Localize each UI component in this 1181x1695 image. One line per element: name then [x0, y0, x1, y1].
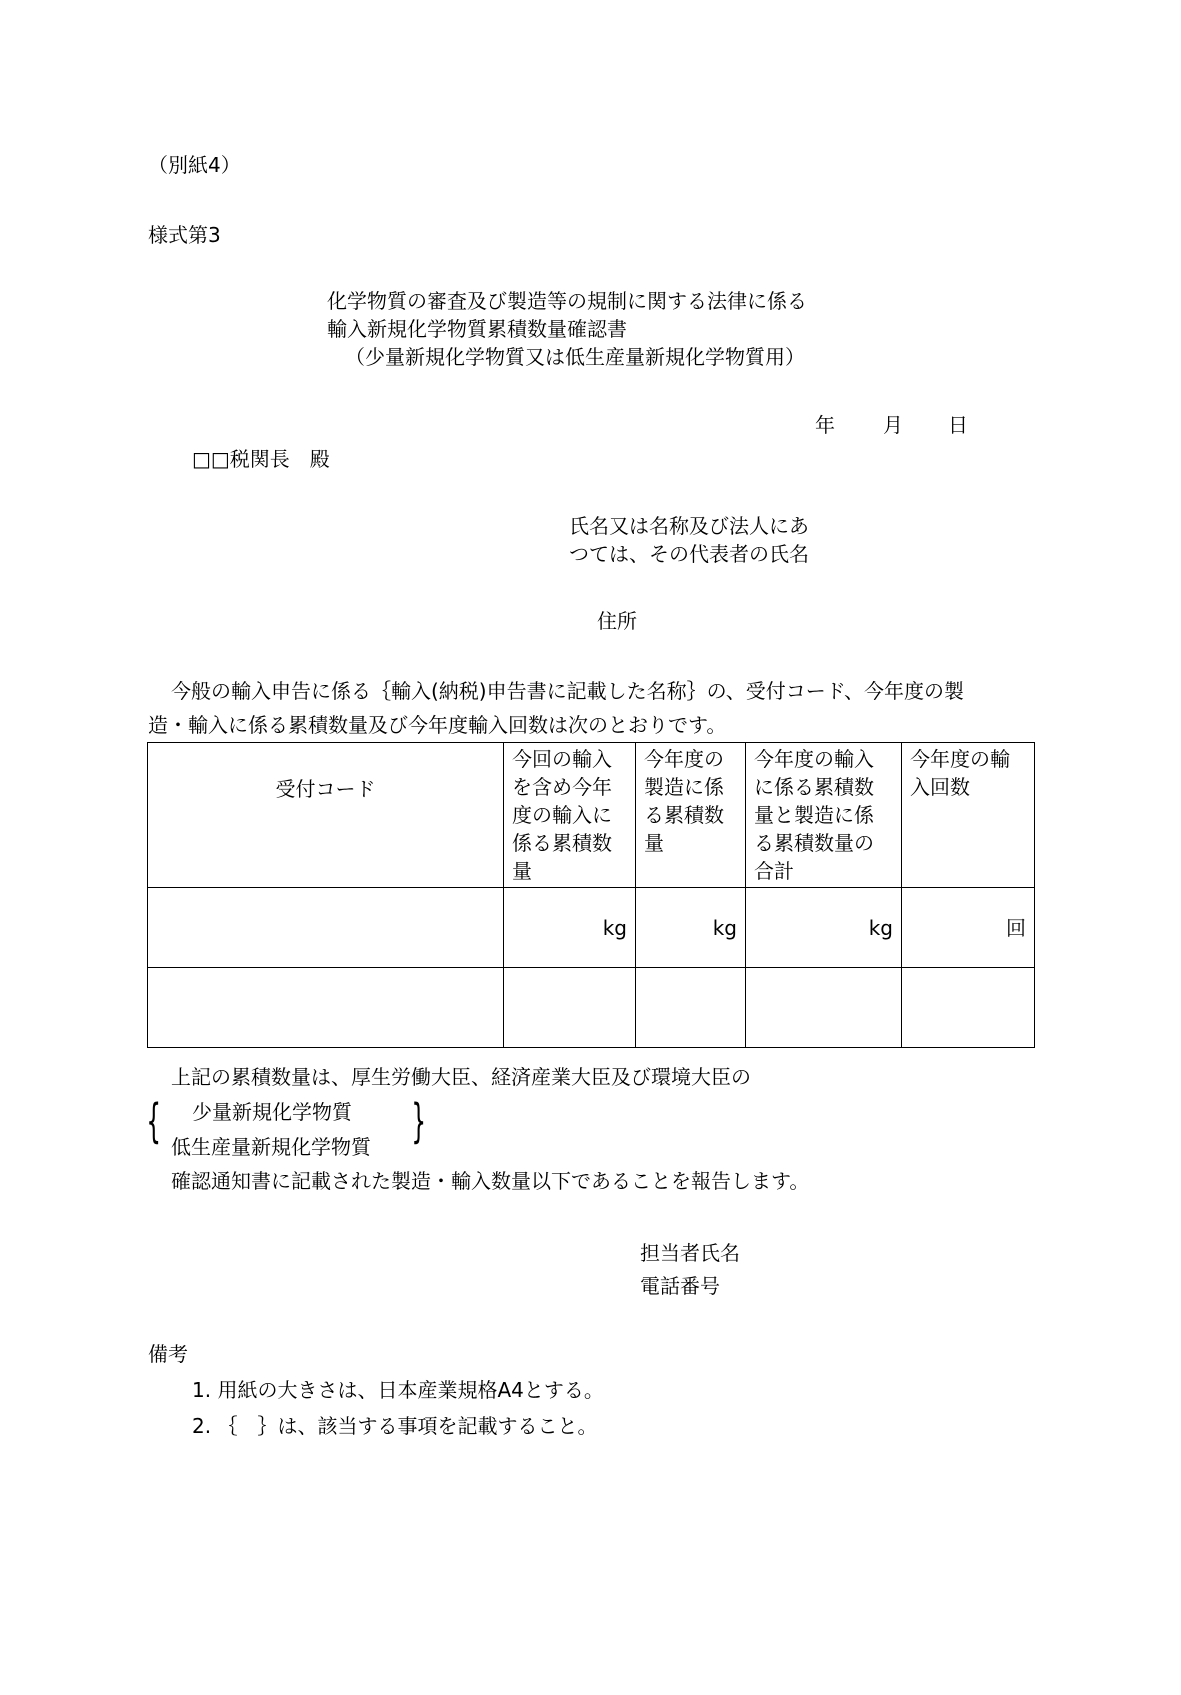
header-import-cumulative: 今回の輸入を含め今年度の輸入に係る累積数量	[504, 743, 636, 888]
title-line-3: （少量新規化学物質又は低生産量新規化学物質用）	[345, 345, 805, 369]
manufacture-cumulative-cell[interactable]: kg	[636, 888, 746, 968]
total-cumulative-cell[interactable]: kg	[746, 888, 902, 968]
form-number: 様式第3	[148, 223, 221, 247]
header-total-cumulative: 今年度の輸入に係る累積数量と製造に係る累積数量の合計	[746, 743, 902, 888]
receipt-code-cell[interactable]	[148, 968, 504, 1048]
statement-option-1: 少量新規化学物質	[192, 1100, 352, 1124]
attachment-label: （別紙4）	[148, 153, 241, 177]
addressee: □□税関長 殿	[192, 447, 330, 471]
applicant-address-label: 住所	[597, 609, 637, 633]
date-year: 年	[815, 413, 835, 437]
statement-line-1: 上記の累積数量は、厚生労働大臣、経済産業大臣及び環境大臣の	[171, 1065, 751, 1089]
import-count-cell[interactable]	[902, 968, 1035, 1048]
total-cumulative-cell[interactable]	[746, 968, 902, 1048]
note-item: 2. ｛ ｝は、該当する事項を記載すること。	[192, 1414, 598, 1438]
statement-line-2: 確認通知書に記載された製造・輸入数量以下であることを報告します。	[171, 1169, 810, 1193]
table-header-row	[148, 743, 1035, 888]
import-count-cell[interactable]: 回	[902, 888, 1035, 968]
cumulative-quantity-table	[147, 742, 1035, 1048]
intro-line-1: 今般の輸入申告に係る｛輸入(納税)申告書に記載した名称｝の、受付コード、今年度の製	[171, 679, 965, 703]
left-brace-icon: {	[146, 1094, 161, 1148]
table-row	[148, 968, 1035, 1048]
intro-line-2: 造・輸入に係る累積数量及び今年度輸入回数は次のとおりです。	[148, 713, 727, 737]
notes-heading: 備考	[148, 1342, 188, 1366]
table-row	[148, 888, 1035, 968]
manufacture-cumulative-cell[interactable]	[636, 968, 746, 1048]
applicant-name-label-2: つては、その代表者の氏名	[569, 542, 809, 566]
right-brace-icon: }	[411, 1094, 426, 1148]
statement-option-2: 低生産量新規化学物質	[171, 1135, 371, 1159]
date-day: 日	[948, 413, 968, 437]
title-line-2: 輸入新規化学物質累積数量確認書	[327, 317, 627, 341]
header-receipt-code: 受付コード	[148, 743, 504, 888]
note-item: 1. 用紙の大きさは、日本産業規格A4とする。	[192, 1378, 604, 1402]
contact-phone-label: 電話番号	[640, 1274, 720, 1298]
contact-person-label: 担当者氏名	[640, 1241, 740, 1265]
header-import-count: 今年度の輸入回数	[902, 743, 1035, 888]
import-cumulative-cell[interactable]: kg	[504, 888, 636, 968]
import-cumulative-cell[interactable]	[504, 968, 636, 1048]
date-month: 月	[883, 413, 903, 437]
applicant-name-label-1: 氏名又は名称及び法人にあ	[569, 514, 809, 538]
title-line-1: 化学物質の審査及び製造等の規制に関する法律に係る	[327, 289, 807, 313]
header-manufacture-cumulative: 今年度の製造に係る累積数量	[636, 743, 746, 888]
receipt-code-cell[interactable]	[148, 888, 504, 968]
